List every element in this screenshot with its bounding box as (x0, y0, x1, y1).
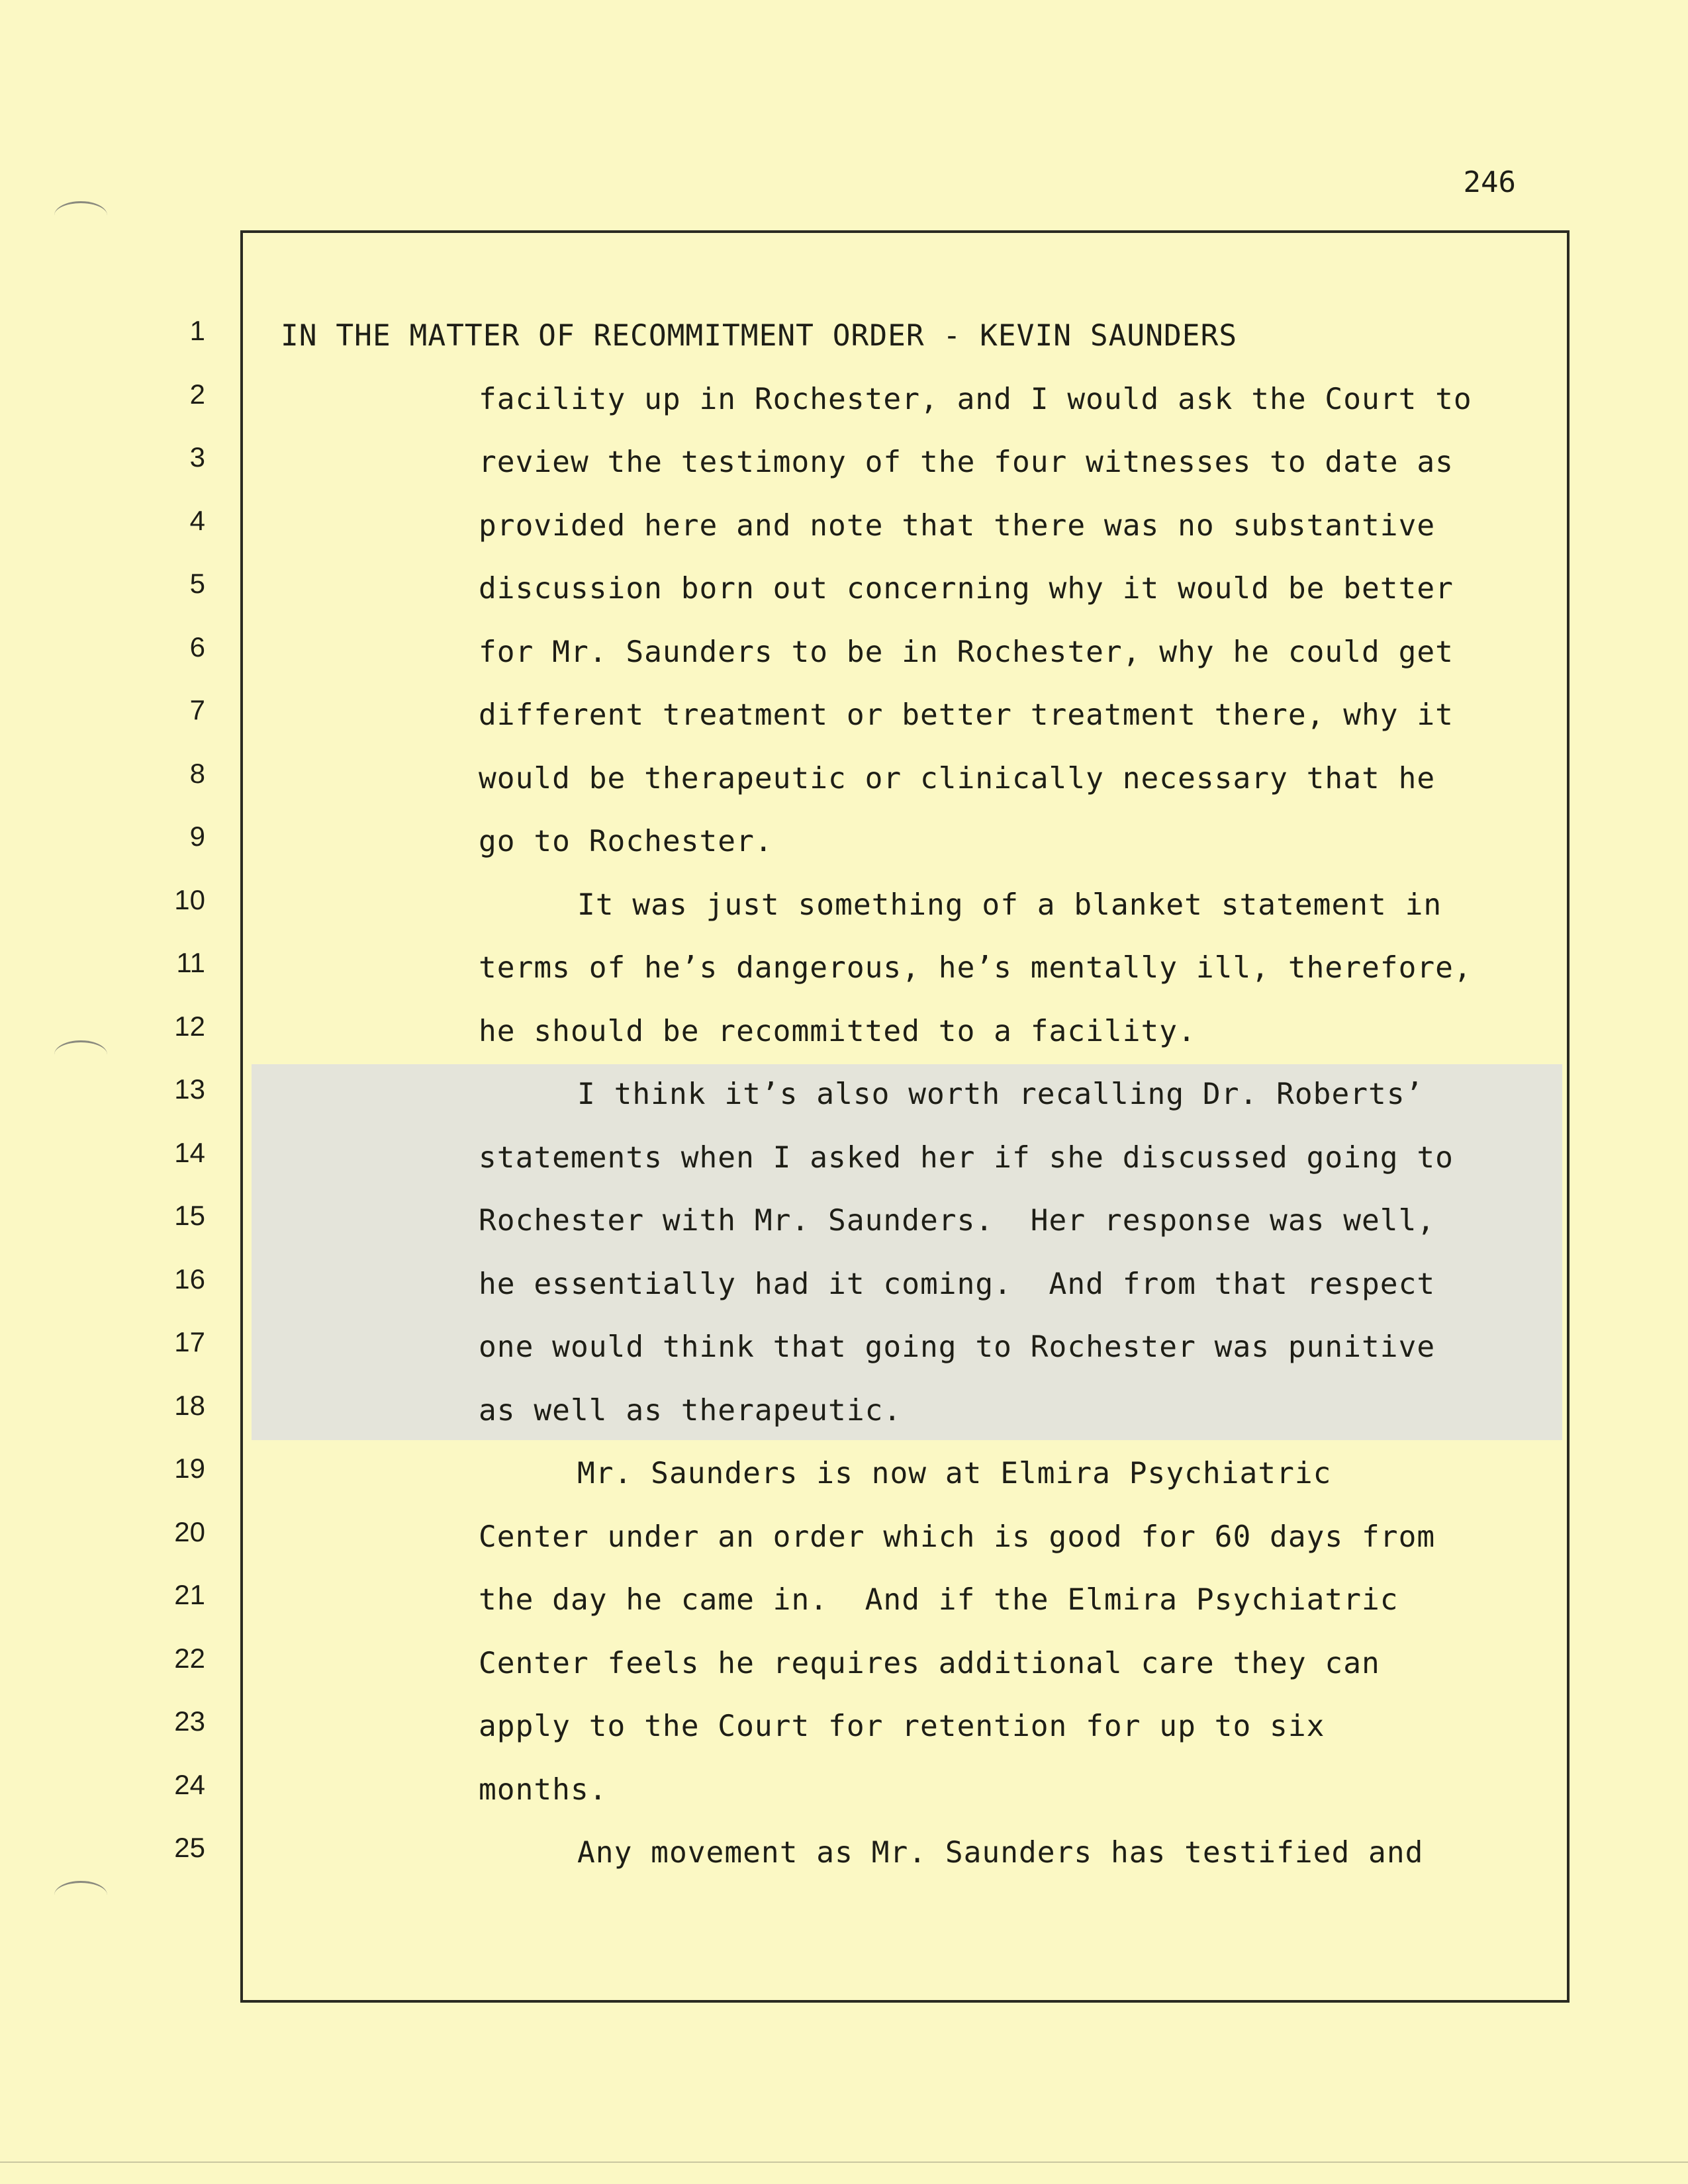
transcript-line: Center under an order which is good for 60 days from (479, 1520, 1436, 1554)
transcript-line: facility up in Rochester, and I would ask the Court to (479, 383, 1472, 416)
transcript-line: for Mr. Saunders to be in Rochester, why he could get (479, 635, 1454, 669)
transcript-line: go to Rochester. (479, 825, 773, 858)
line-number: 9 (189, 821, 205, 852)
transcript-line: as well as therapeutic. (479, 1394, 902, 1428)
line-number: 10 (174, 884, 205, 915)
transcript-line: the day he came in. And if the Elmira Psychiatric (479, 1583, 1399, 1617)
highlighted-passage (252, 1064, 1562, 1440)
line-number: 20 (174, 1516, 205, 1547)
line-number: 8 (189, 758, 205, 789)
line-number: 17 (174, 1326, 205, 1357)
line-number: 1 (189, 315, 205, 346)
line-number: 19 (174, 1453, 205, 1484)
transcript-line: would be therapeutic or clinically necessary that he (479, 762, 1436, 796)
transcript-line: Rochester with Mr. Saunders. Her response was well, (479, 1204, 1436, 1238)
line-number: 3 (189, 441, 205, 473)
line-number: 7 (189, 694, 205, 725)
line-number: 16 (174, 1263, 205, 1295)
transcript-line: terms of he’s dangerous, he’s mentally ill, therefore, (479, 951, 1472, 985)
transcript-line: Any movement as Mr. Saunders has testified and (577, 1836, 1424, 1870)
binder-hole-bottom (54, 1881, 107, 1909)
transcript-line: he essentially had it coming. And from that respect (479, 1267, 1436, 1301)
transcript-line: statements when I asked her if she discussed going to (479, 1141, 1454, 1175)
transcript-line: discussion born out concerning why it would be better (479, 572, 1454, 606)
line-number: 5 (189, 568, 205, 599)
transcript-line: apply to the Court for retention for up to six (479, 1709, 1325, 1743)
transcript-header: IN THE MATTER OF RECOMMITMENT ORDER - KEVIN SAUNDERS (281, 319, 1238, 353)
page-number: 246 (1463, 165, 1516, 199)
transcript-line: review the testimony of the four witnesses to date as (479, 445, 1454, 479)
line-number: 23 (174, 1706, 205, 1737)
binder-hole-middle (54, 1040, 107, 1069)
line-number: 11 (176, 947, 205, 978)
line-number: 6 (189, 631, 205, 662)
line-number: 25 (174, 1832, 205, 1863)
transcript-line: Center feels he requires additional care they can (479, 1647, 1380, 1680)
transcript-line: he should be recommitted to a facility. (479, 1015, 1196, 1048)
line-number: 14 (174, 1137, 205, 1168)
binder-hole-top (54, 201, 107, 230)
line-number: 12 (174, 1011, 205, 1042)
transcript-line: provided here and note that there was no substantive (479, 509, 1436, 543)
page-bottom-edge (0, 2161, 1688, 2163)
transcript-line: Mr. Saunders is now at Elmira Psychiatric (577, 1457, 1332, 1490)
transcript-line: different treatment or better treatment there, why it (479, 698, 1454, 732)
line-number: 13 (174, 1073, 205, 1105)
transcript-line: one would think that going to Rochester was punitive (479, 1330, 1436, 1364)
line-number: 4 (189, 505, 205, 536)
line-number: 18 (174, 1390, 205, 1421)
transcript-line: It was just something of a blanket statement in (577, 888, 1442, 922)
transcript-line: I think it’s also worth recalling Dr. Roberts’ (577, 1077, 1424, 1111)
line-number: 24 (174, 1769, 205, 1800)
transcript-line: months. (479, 1773, 608, 1807)
line-number: 15 (174, 1200, 205, 1231)
line-number: 21 (174, 1579, 205, 1610)
line-number: 22 (174, 1643, 205, 1674)
line-number: 2 (189, 379, 205, 410)
